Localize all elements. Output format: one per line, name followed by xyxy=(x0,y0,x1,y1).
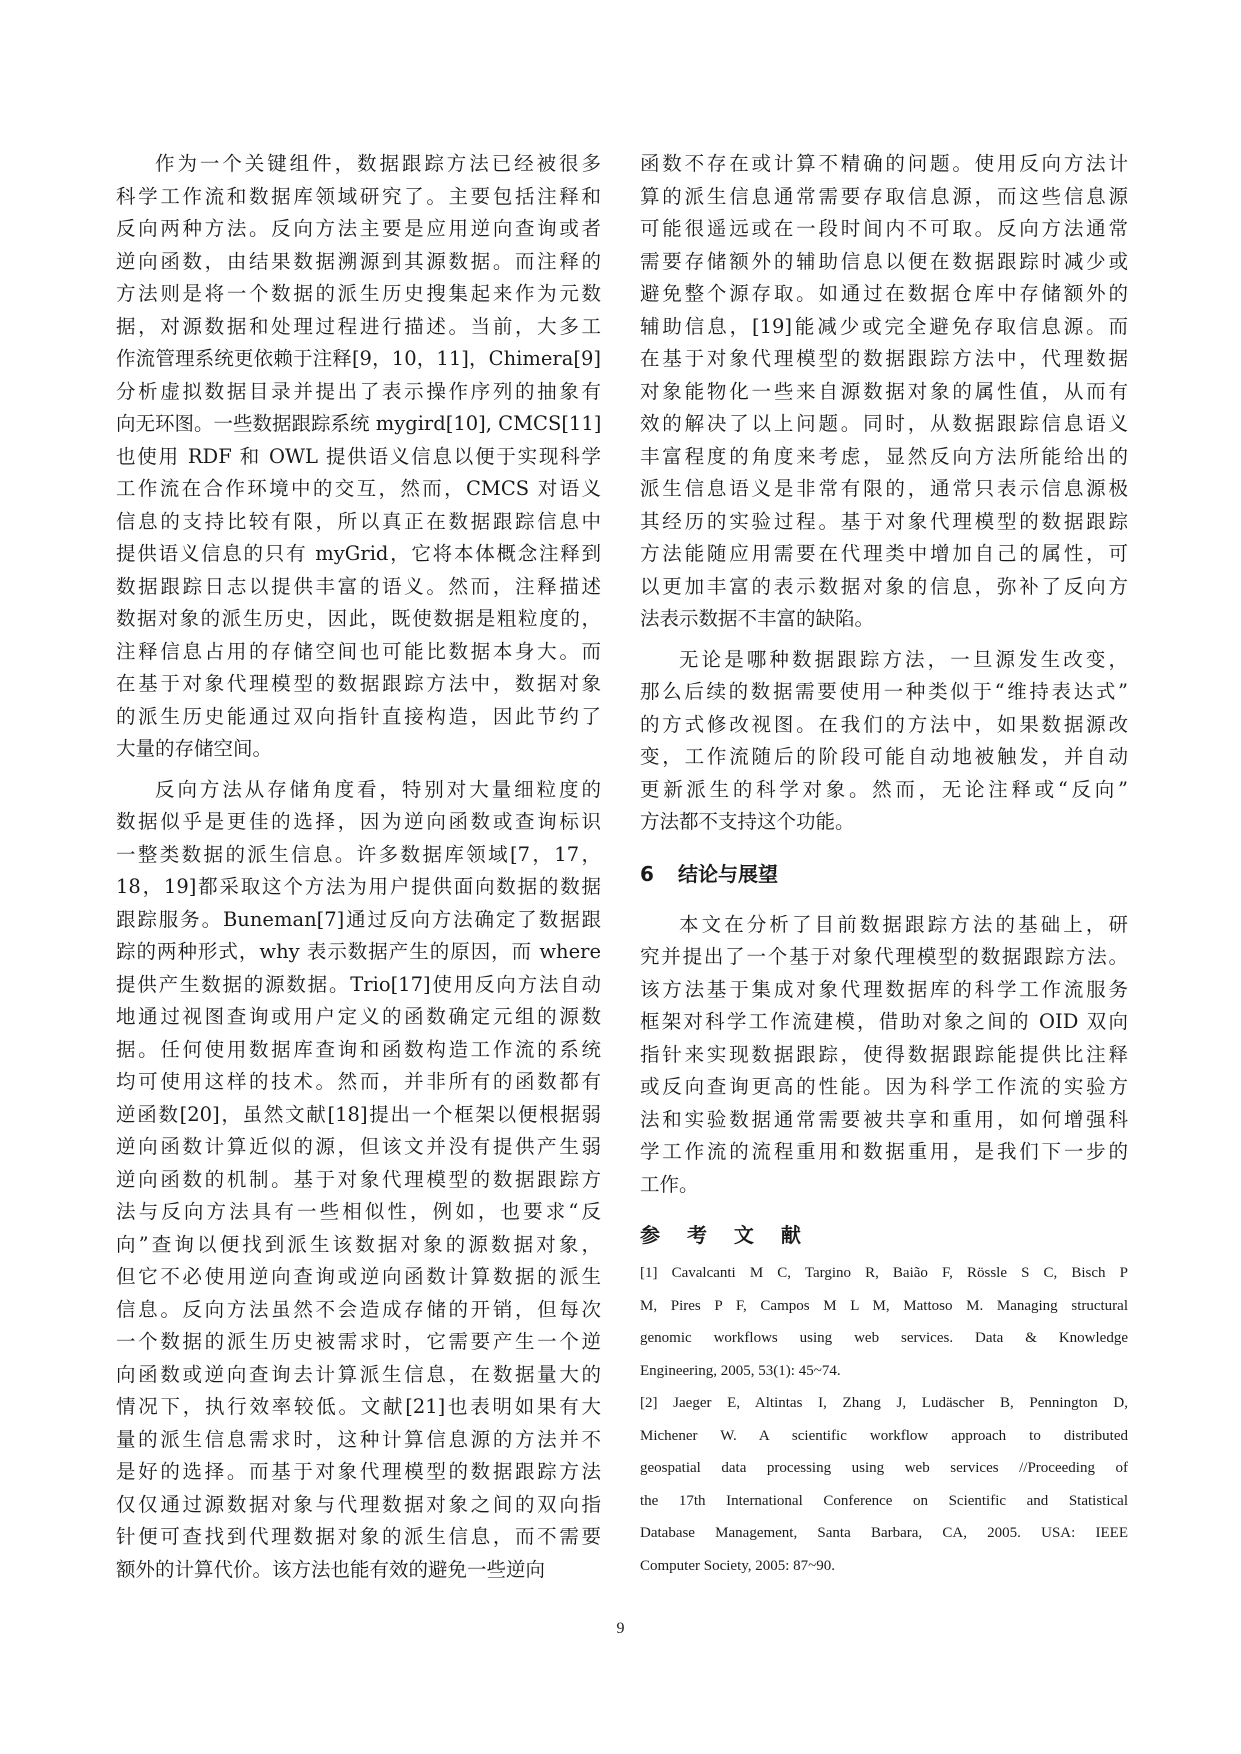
paragraph xyxy=(640,644,1128,839)
text-line: Computer Society, 2005: 87~90. xyxy=(640,1557,836,1574)
text-line: 效的解决了以上问题。同时，从数据跟踪信息语义 xyxy=(640,412,1128,435)
text-line: 一个数据的派生历史被需求时，它需要产生一个逆 xyxy=(116,1330,601,1353)
text-line: 法表示数据不丰富的缺陷。 xyxy=(640,607,875,630)
text-line: 也使用 RDF 和 OWL 提供语义信息以便于实现科学 xyxy=(116,444,601,468)
text-line: 框架对科学工作流建模，借助对象之间的 OID 双向 xyxy=(640,1010,1128,1033)
text-line: 法和实验数据通常需要被共享和重用，如何增强科 xyxy=(640,1107,1128,1131)
paragraph xyxy=(640,909,1128,1202)
text-line: 反向方法从存储角度看，特别对大量细粒度的 xyxy=(155,777,601,801)
text-line: 地通过视图查询或用户定义的函数确定元组的源数 xyxy=(116,1005,601,1028)
text-line: 辅助信息，[19]能减少或完全避免存取信息源。而 xyxy=(640,314,1128,338)
text-line: [1] Cavalcanti M C, Targino R, Baião F, Rössle S C, Bisch P xyxy=(640,1265,1128,1281)
text-line: 本文在分析了目前数据跟踪方法的基础上，研 xyxy=(679,912,1128,936)
text-line: 更新派生的科学对象。然而，无论注释或“反向” xyxy=(640,777,1128,801)
reference-item xyxy=(640,1387,1128,1582)
paragraph xyxy=(116,774,601,1587)
right-column xyxy=(640,148,1128,1582)
text-line: 据，对源数据和处理过程进行描述。当前，大多工 xyxy=(116,314,601,338)
section-number: 6 xyxy=(640,861,654,886)
text-line: 变，工作流随后的阶段可能自动地被触发，并自动 xyxy=(640,745,1128,768)
text-line: 的方式修改视图。在我们的方法中，如果数据源改 xyxy=(640,712,1128,736)
text-line: 作为一个关键组件，数据跟踪方法已经被很多 xyxy=(155,152,601,175)
text-line: 需要存储额外的辅助信息以便在数据跟踪时减少或 xyxy=(640,249,1128,273)
text-line: 指针来实现数据跟踪，使得数据跟踪能提供比注释 xyxy=(640,1042,1128,1066)
text-line: 提供语义信息的只有 myGrid，它将本体概念注释到 xyxy=(116,542,601,565)
text-line: 科学工作流和数据库领域研究了。主要包括注释和 xyxy=(116,184,601,208)
text-line: 避免整个源存取。如通过在数据仓库中存储额外的 xyxy=(640,282,1128,305)
text-line: 法与反向方法具有一些相似性，例如，也要求“反 xyxy=(116,1200,601,1223)
text-line: Michener W. A scientific workflow approach to distributed xyxy=(640,1427,1128,1444)
text-line: 逆向函数计算近似的源，但该文并没有提供产生弱 xyxy=(116,1135,601,1158)
text-line: 数据对象的派生历史，因此，既使数据是粗粒度的， xyxy=(116,607,601,630)
paragraph xyxy=(640,148,1128,636)
text-line: 方法都不支持这个功能。 xyxy=(640,810,855,833)
text-line: 信息的支持比较有限，所以真正在数据跟踪信息中 xyxy=(116,509,601,533)
text-line: Engineering, 2005, 53(1): 45~74. xyxy=(640,1362,841,1379)
text-line: 学工作流的流程重用和数据重用，是我们下一步的 xyxy=(640,1140,1128,1163)
text-line: 可能很遥远或在一段时间内不可取。反向方法通常 xyxy=(640,217,1128,240)
text-line: 无论是哪种数据跟踪方法，一旦源发生改变， xyxy=(679,647,1128,671)
text-line: 分析虚拟数据目录并提出了表示操作序列的抽象有 xyxy=(116,379,601,403)
text-line: 函数不存在或计算不精确的问题。使用反向方法计 xyxy=(640,152,1128,175)
section-heading xyxy=(640,847,1128,901)
paragraph xyxy=(116,148,601,766)
text-line: 但它不必使用逆向查询或逆向函数计算数据的派生 xyxy=(116,1265,601,1288)
text-line: 大量的存储空间。 xyxy=(116,737,273,760)
text-line: 数据跟踪日志以提供丰富的语义。然而，注释描述 xyxy=(116,574,601,598)
text-line: 仅仅通过源数据对象与代理数据对象之间的双向指 xyxy=(116,1492,601,1516)
text-line: 作流管理系统更依赖于注释[9，10，11]，Chimera[9] xyxy=(116,347,601,370)
text-line: genomic workflows using web services. Data & Knowledge xyxy=(640,1330,1128,1346)
text-line: 18，19]都采取这个方法为用户提供面向数据的数据 xyxy=(116,875,601,898)
text-line: 的派生历史能通过双向指针直接构造，因此节约了 xyxy=(116,704,601,728)
text-line: 算的派生信息通常需要存取信息源，而这些信息源 xyxy=(640,184,1128,208)
text-line: 量的派生信息需求时，这种计算信息源的方法并不 xyxy=(116,1427,601,1451)
left-column xyxy=(116,148,601,1586)
text-line: 究并提出了一个基于对象代理模型的数据跟踪方法。 xyxy=(640,945,1128,968)
text-line: 逆向函数，由结果数据溯源到其源数据。而注释的 xyxy=(116,249,601,273)
text-line: 提供产生数据的源数据。Trio[17]使用反向方法自动 xyxy=(116,972,601,996)
text-line: 工作。 xyxy=(640,1172,699,1196)
text-line: 逆向函数的机制。基于对象代理模型的数据跟踪方 xyxy=(116,1167,601,1191)
text-line: M, Pires P F, Campos M L M, Mattoso M. Managing structural xyxy=(640,1297,1128,1314)
text-line: 以更加丰富的表示数据对象的信息，弥补了反向方 xyxy=(640,574,1128,598)
text-line: 针便可查找到代理数据对象的派生信息，而不需要 xyxy=(116,1525,601,1548)
text-line: 信息。反向方法虽然不会造成存储的开销，但每次 xyxy=(116,1297,601,1321)
text-line: 情况下，执行效率较低。文献[21]也表明如果有大 xyxy=(116,1395,601,1418)
text-line: 派生信息语义是非常有限的，通常只表示信息源极 xyxy=(640,477,1128,500)
text-line: 据。任何使用数据库查询和函数构造工作流的系统 xyxy=(116,1037,601,1061)
text-line: 那么后续的数据需要使用一种类似于“维持表达式” xyxy=(640,680,1128,703)
text-line: 一整类数据的派生信息。许多数据库领域[7，17， xyxy=(116,842,601,866)
text-line: 是好的选择。而基于对象代理模型的数据跟踪方法 xyxy=(116,1460,601,1483)
text-line: 跟踪服务。Buneman[7]通过反向方法确定了数据跟 xyxy=(116,907,601,931)
section-title: 结论与展望 xyxy=(678,861,778,886)
text-line: 其经历的实验过程。基于对象代理模型的数据跟踪 xyxy=(640,509,1128,533)
text-line: 丰富程度的角度来考虑，显然反向方法所能给出的 xyxy=(640,444,1128,468)
text-line: 踪的两种形式，why 表示数据产生的原因，而 where xyxy=(116,940,601,963)
text-line: 注释信息占用的存储空间也可能比数据本身大。而 xyxy=(116,639,601,663)
text-line: 在基于对象代理模型的数据跟踪方法中，数据对象 xyxy=(116,672,601,695)
text-line: 向无环图。一些数据跟踪系统 mygird[10], CMCS[11] xyxy=(116,412,601,435)
text-line: 对象能物化一些来自源数据对象的属性值，从而有 xyxy=(640,379,1128,403)
text-line: 额外的计算代价。该方法也能有效的避免一些逆向 xyxy=(116,1557,546,1581)
text-line: Database Management, Santa Barbara, CA, 2005. USA: IEEE xyxy=(640,1525,1128,1541)
text-line: [2] Jaeger E, Altintas I, Zhang J, Ludäscher B, Pennington D, xyxy=(640,1395,1128,1411)
text-line: the 17th International Conference on Scientific and Statistical xyxy=(640,1492,1128,1509)
text-line: 方法能随应用需要在代理类中增加自己的属性，可 xyxy=(640,542,1128,565)
text-line: 向函数或逆向查询去计算派生信息，在数据量大的 xyxy=(116,1362,601,1386)
text-line: 工作流在合作环境中的交互，然而，CMCS 对语义 xyxy=(116,477,601,500)
text-line: 或反向查询更高的性能。因为科学工作流的实验方 xyxy=(640,1075,1128,1098)
text-line: 在基于对象代理模型的数据跟踪方法中，代理数据 xyxy=(640,347,1128,370)
references-title: 参 考 文 献 xyxy=(640,1223,811,1247)
text-line: 数据似乎是更佳的选择，因为逆向函数或查询标识 xyxy=(116,810,601,833)
text-line: 该方法基于集成对象代理数据库的科学工作流服务 xyxy=(640,977,1128,1001)
text-line: 逆函数[20]，虽然文献[18]提出一个框架以便根据弱 xyxy=(116,1102,601,1126)
page-number: 9 xyxy=(616,1620,625,1637)
text-line: 方法则是将一个数据的派生历史搜集起来作为元数 xyxy=(116,282,601,305)
reference-item xyxy=(640,1257,1128,1387)
text-line: 均可使用这样的技术。然而，并非所有的函数都有 xyxy=(116,1070,601,1093)
text-line: 向”查询以便找到派生该数据对象的源数据对象， xyxy=(116,1232,601,1256)
text-line: 反向两种方法。反向方法主要是应用逆向查询或者 xyxy=(116,217,601,240)
text-line: geospatial data processing using web services //Proceeding of xyxy=(640,1460,1128,1476)
reference-list xyxy=(640,1257,1128,1582)
